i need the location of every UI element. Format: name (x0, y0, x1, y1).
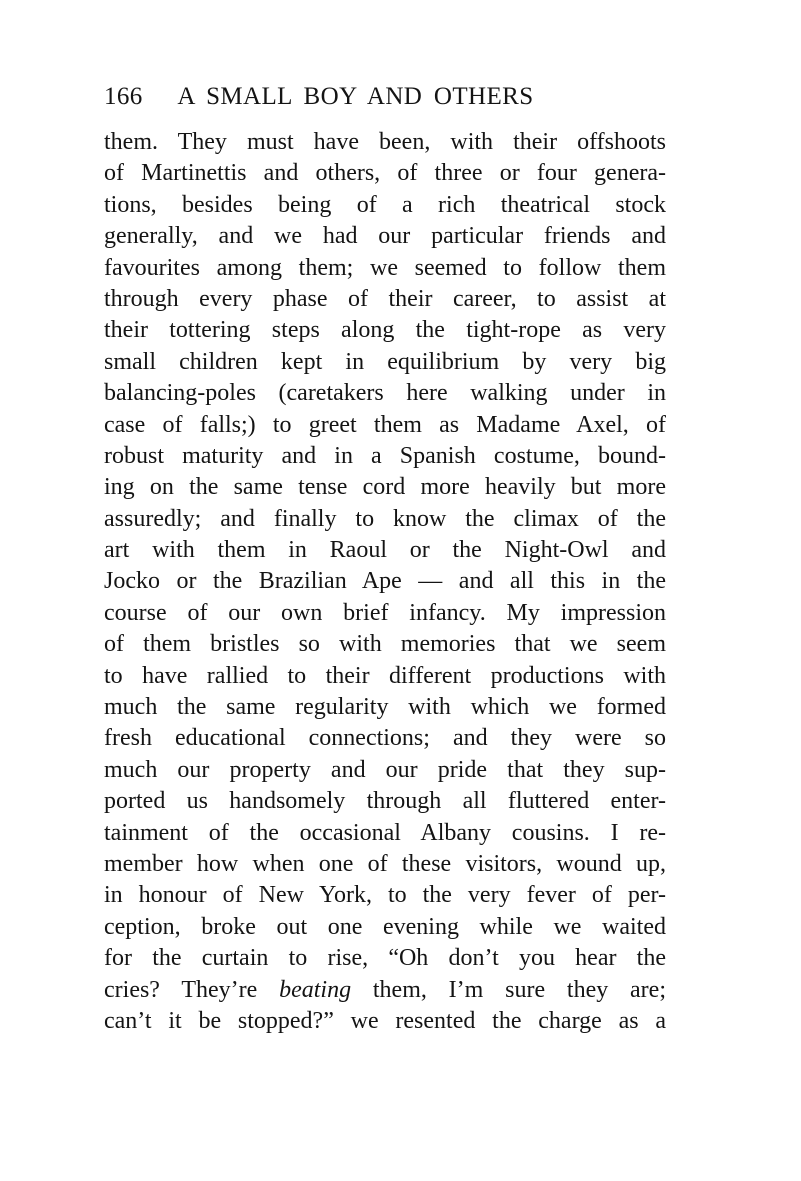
text-line: for the curtain to rise, “Oh don’t you hear the (104, 945, 666, 972)
line-start: cries? They’re (104, 976, 280, 1003)
text-line-with-italic (104, 975, 666, 1006)
text-line: balancing-poles (caretakers here walking under in (104, 380, 666, 407)
text-line: generally, and we had our particular friends and (104, 223, 666, 250)
text-line: in honour of New York, to the very fever of per- (104, 882, 666, 909)
text-line: ing on the same tense cord more heavily but more (104, 474, 666, 501)
book-title: A SMALL BOY AND OTHERS (177, 83, 534, 110)
text-line: much our property and our pride that they sup- (104, 756, 666, 783)
line-end: them, I’m sure they are; (351, 976, 666, 1003)
text-line: of Martinettis and others, of three or four genera- (104, 160, 666, 187)
text-line: favourites among them; we seemed to follow them (104, 254, 666, 281)
text-line: course of our own brief infancy. My impression (104, 599, 666, 626)
body-text (104, 127, 666, 1037)
text-line: tions, besides being of a rich theatrical stock (104, 191, 666, 218)
text-line: ported us handsomely through all fluttered enter- (104, 788, 666, 815)
text-line: much the same regularity with which we formed (104, 694, 666, 721)
italic-word: beating (279, 976, 352, 1003)
text-line: small children kept in equilibrium by very big (104, 348, 666, 375)
text-line: case of falls;) to greet them as Madame Axel, of (104, 411, 666, 438)
running-head (104, 80, 664, 114)
text-line: them. They must have been, with their offshoots (104, 129, 666, 155)
text-line: through every phase of their career, to assist at (104, 285, 666, 312)
text-line: of them bristles so with memories that we seem (104, 631, 666, 658)
text-line: robust maturity and in a Spanish costume, bound- (104, 442, 666, 469)
text-line: Jocko or the Brazilian Ape — and all this in the (104, 568, 666, 595)
page-number: 166 (104, 83, 143, 110)
text-line: fresh educational connections; and they were so (104, 725, 666, 752)
text-line: art with them in Raoul or the Night-Owl and (104, 537, 666, 564)
text-line: can’t it be stopped?” we resented the charge as a (104, 1007, 666, 1034)
text-line: tainment of the occasional Albany cousins. I re- (104, 819, 666, 846)
text-line: member how when one of these visitors, wound up, (104, 850, 666, 877)
text-line: assuredly; and finally to know the climax of the (104, 505, 666, 532)
text-line: their tottering steps along the tight-rope as very (104, 317, 666, 344)
text-line: ception, broke out one evening while we waited (104, 913, 666, 940)
text-line: to have rallied to their different productions with (104, 662, 666, 689)
